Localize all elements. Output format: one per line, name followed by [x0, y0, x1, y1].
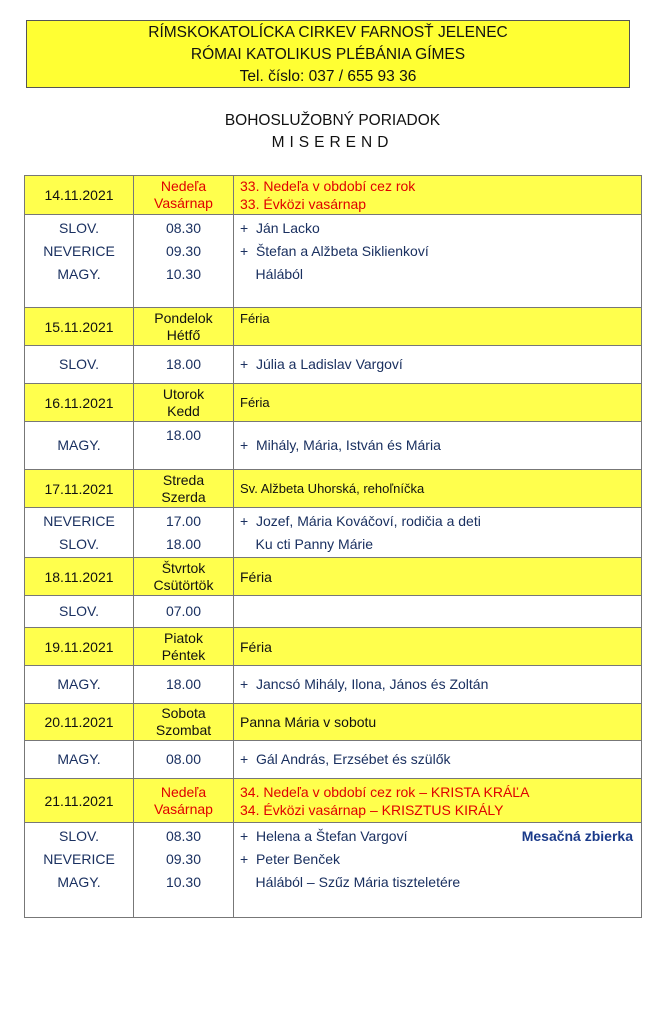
- mass-time: 18.00: [134, 422, 234, 470]
- mass-intention: + Ján Lacko + Štefan a Alžbeta Siklienkoví Hálából: [234, 215, 642, 308]
- mass-intention: [234, 596, 642, 628]
- day-date: 19.11.2021: [25, 628, 134, 666]
- mass-intention: + Júlia a Ladislav Vargoví: [234, 346, 642, 384]
- feast-name: Féria: [234, 308, 642, 346]
- mass-row: [25, 666, 642, 704]
- mass-row: [25, 823, 642, 918]
- mass-time: 18.00: [134, 666, 234, 704]
- feast-name: Sv. Alžbeta Uhorská, rehoľníčka: [234, 470, 642, 508]
- day-date: 20.11.2021: [25, 704, 134, 741]
- mass-row: [25, 741, 642, 779]
- mass-language: NEVERICE SLOV.: [25, 508, 134, 558]
- mass-time: 08.00: [134, 741, 234, 779]
- day-name: Sobota Szombat: [134, 704, 234, 741]
- day-name: Utorok Kedd: [134, 384, 234, 422]
- mass-row: [25, 508, 642, 558]
- mass-time: 17.00 18.00: [134, 508, 234, 558]
- day-name: Streda Szerda: [134, 470, 234, 508]
- mass-row: [25, 215, 642, 308]
- mass-time: 08.30 09.30 10.30: [134, 823, 234, 918]
- mass-row: [25, 422, 642, 470]
- schedule-title-sub: MISEREND: [271, 134, 394, 151]
- feast-name: 34. Nedeľa v období cez rok – KRISTA KRÁĽA 34. Évközi vasárnap – KRISZTUS KIRÁLY: [234, 779, 642, 823]
- mass-language: MAGY.: [25, 741, 134, 779]
- mass-language: SLOV. NEVERICE MAGY.: [25, 215, 134, 308]
- day-name: Nedeľa Vasárnap: [134, 176, 234, 215]
- day-row: [25, 628, 642, 666]
- day-row: [25, 704, 642, 741]
- mass-intention: + Helena a Štefan Vargoví + Peter Benček Hálából – Szűz Mária tiszteletére Mesačná zbierka: [234, 823, 642, 918]
- day-date: 18.11.2021: [25, 558, 134, 596]
- mass-language: SLOV. NEVERICE MAGY.: [25, 823, 134, 918]
- mass-intention: + Gál András, Erzsébet és szülők: [234, 741, 642, 779]
- mass-row: [25, 596, 642, 628]
- mass-schedule-table: [24, 175, 642, 918]
- mass-intention: + Jozef, Mária Kováčoví, rodičia a deti Ku cti Panny Márie: [234, 508, 642, 558]
- day-row: [25, 470, 642, 508]
- feast-name: Féria: [234, 628, 642, 666]
- day-date: 17.11.2021: [25, 470, 134, 508]
- mass-time: 07.00: [134, 596, 234, 628]
- mass-time: 08.30 09.30 10.30: [134, 215, 234, 308]
- parish-name-hu: RÓMAI KATOLIKUS PLÉBÁNIA GÍMES: [190, 46, 466, 63]
- mass-intention: + Jancsó Mihály, Ilona, János és Zoltán: [234, 666, 642, 704]
- schedule-title: [0, 110, 665, 154]
- mass-time: 18.00: [134, 346, 234, 384]
- day-date: 21.11.2021: [25, 779, 134, 823]
- mass-language: MAGY.: [25, 666, 134, 704]
- day-name: Pondelok Hétfő: [134, 308, 234, 346]
- day-row: [25, 176, 642, 215]
- schedule-title-main: BOHOSLUŽOBNÝ PORIADOK: [224, 112, 441, 129]
- day-row: [25, 308, 642, 346]
- mass-row: [25, 346, 642, 384]
- mass-language: SLOV.: [25, 346, 134, 384]
- monthly-collection-note: Mesačná zbierka: [521, 828, 633, 844]
- mass-language: MAGY.: [25, 422, 134, 470]
- feast-name: 33. Nedeľa v období cez rok 33. Évközi vasárnap: [234, 176, 642, 215]
- day-name: Štvrtok Csütörtök: [134, 558, 234, 596]
- parish-phone: Tel. číslo: 037 / 655 93 36: [239, 68, 417, 85]
- mass-intention: + Mihály, Mária, István és Mária: [234, 422, 642, 470]
- day-row: [25, 384, 642, 422]
- parish-header: [26, 20, 630, 88]
- day-date: 16.11.2021: [25, 384, 134, 422]
- day-row: [25, 558, 642, 596]
- day-date: 14.11.2021: [25, 176, 134, 215]
- feast-name: Féria: [234, 384, 642, 422]
- parish-name-sk: RÍMSKOKATOLÍCKA CIRKEV FARNOSŤ JELENEC: [148, 24, 508, 41]
- day-row: [25, 779, 642, 823]
- day-name: Nedeľa Vasárnap: [134, 779, 234, 823]
- feast-name: Panna Mária v sobotu: [234, 704, 642, 741]
- day-name: Piatok Péntek: [134, 628, 234, 666]
- feast-name: Féria: [234, 558, 642, 596]
- day-date: 15.11.2021: [25, 308, 134, 346]
- mass-language: SLOV.: [25, 596, 134, 628]
